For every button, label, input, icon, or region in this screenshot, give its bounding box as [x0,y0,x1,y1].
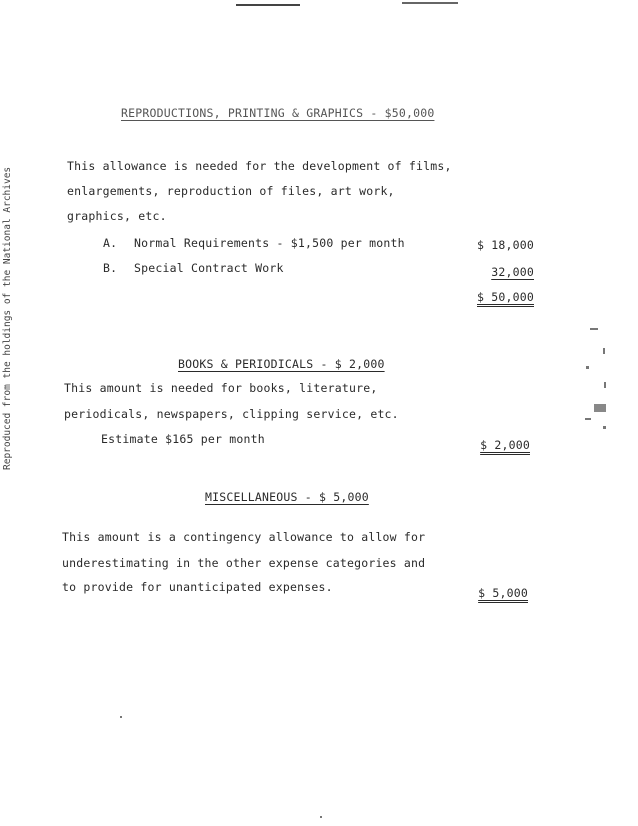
item-label-a: A. [103,236,118,250]
section-heading-reproductions: REPRODUCTIONS, PRINTING & GRAPHICS - $50,000 [121,106,435,120]
section2-line: This amount is needed for books, literature, [64,381,378,395]
item-amount-a: $ 18,000 [477,238,534,252]
scan-speck [590,328,598,330]
section3-line: This amount is a contingency allowance to allow for [62,530,426,544]
scan-speck [120,716,122,718]
section-heading-books: BOOKS & PERIODICALS - $ 2,000 [178,357,385,371]
archive-stamp: Reproduced from the holdings of the National Archives [2,166,13,470]
scan-speck [603,426,606,429]
item-text-b: Special Contract Work [134,261,284,275]
scan-speck [594,404,606,412]
section2-total: $ 2,000 [480,438,530,452]
scan-speck [604,382,606,388]
section3-line: to provide for unanticipated expenses. [62,580,333,594]
item-text-a: Normal Requirements - $1,500 per month [134,236,405,250]
scan-speck [585,418,591,420]
section1-line: enlargements, reproduction of files, art work, [67,184,395,198]
scan-speck [320,816,322,818]
section1-line: graphics, etc. [67,209,167,223]
scan-speck [603,348,605,354]
section-heading-miscellaneous: MISCELLANEOUS - $ 5,000 [205,490,369,504]
section3-total: $ 5,000 [478,586,528,600]
scan-mark-top [236,4,300,6]
section3-line: underestimating in the other expense categories and [62,556,426,570]
section2-estimate: Estimate $165 per month [101,432,265,446]
item-label-b: B. [103,261,118,275]
scan-speck [586,366,589,369]
section1-total: $ 50,000 [477,290,534,304]
section2-line: periodicals, newspapers, clipping service, etc. [64,407,399,421]
section1-line: This allowance is needed for the development of films, [67,159,452,173]
scan-mark-top-right [402,2,458,4]
item-amount-b: 32,000 [491,265,534,279]
